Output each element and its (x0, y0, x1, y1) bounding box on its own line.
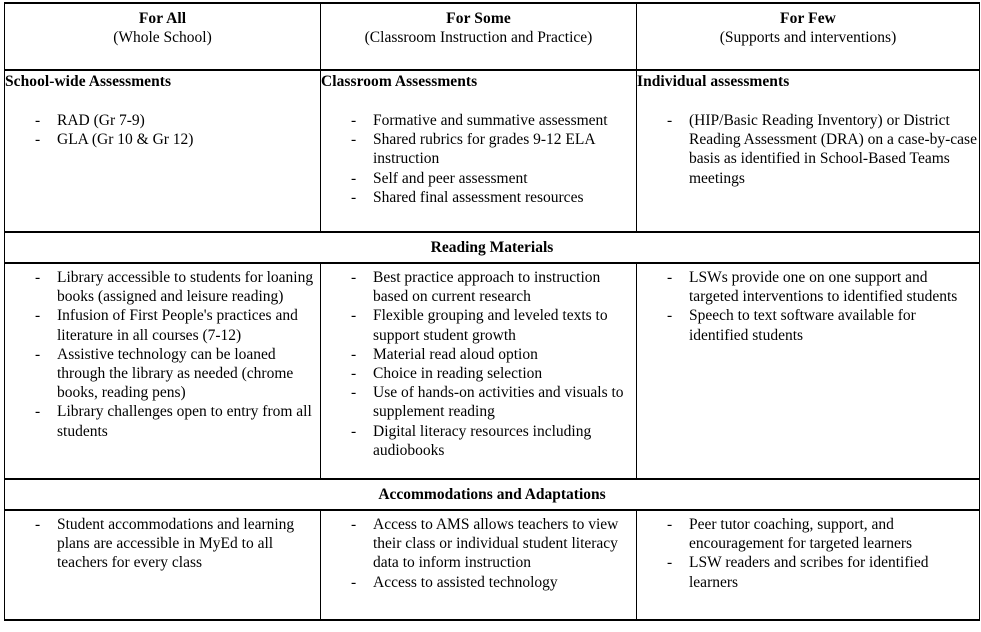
bullet-list (321, 111, 636, 207)
bullet-list (5, 268, 320, 441)
banner-label: Reading Materials (430, 238, 554, 256)
cell-heading: Individual assessments (637, 73, 790, 90)
cell-accommodations-for-few (637, 510, 980, 620)
list-item: - Infusion of First People's practices and literature in all courses (7-12) (5, 306, 320, 344)
list-item: - Assistive technology can be loaned through the library as needed (chrome books, reading pens) (5, 345, 320, 403)
column-header-title: For All (138, 10, 187, 27)
list-item: - LSW readers and scribes for identified learners (637, 553, 979, 591)
bullet-list (321, 268, 636, 460)
cell-reading-materials-for-few (637, 263, 980, 479)
list-item: - Self and peer assessment (321, 169, 636, 188)
banner-cell (5, 232, 980, 263)
section-banner-reading-materials (5, 232, 980, 263)
column-header-subtitle: (Supports and interventions) (719, 29, 897, 46)
cell-reading-materials-for-all (5, 263, 321, 479)
bullet-list (637, 268, 979, 345)
bullet-list (637, 515, 979, 592)
column-header-title: For Few (780, 10, 836, 27)
section-banner-accommodations (5, 479, 980, 510)
list-item: - Flexible grouping and leveled texts to support student growth (321, 306, 636, 344)
list-item: - Peer tutor coaching, support, and encouragement for targeted learners (637, 515, 979, 553)
cell-assessments-for-all (5, 70, 321, 232)
list-item: - Use of hands-on activities and visuals to supplement reading (321, 383, 636, 421)
list-item: - Digital literacy resources including audiobooks (321, 422, 636, 460)
list-item: - Library accessible to students for loaning books (assigned and leisure reading) (5, 268, 320, 306)
section-row-accommodations (5, 510, 980, 620)
banner-label: Accommodations and Adaptations (378, 485, 606, 503)
list-item: - Speech to text software available for identified students (637, 306, 979, 344)
list-item: - Student accommodations and learning plans are accessible in MyEd to all teachers for every class (5, 515, 320, 573)
list-item: - LSWs provide one on one support and targeted interventions to identified students (637, 268, 979, 306)
list-item: - RAD (Gr 7-9) (5, 111, 320, 130)
cell-heading: School-wide Assessments (5, 73, 172, 90)
list-item: - GLA (Gr 10 & Gr 12) (5, 130, 320, 149)
cell-reading-materials-for-some (321, 263, 637, 479)
list-item: - Library challenges open to entry from all students (5, 402, 320, 440)
bullet-list (637, 111, 979, 188)
section-row-assessments (5, 70, 980, 232)
list-item: - Formative and summative assessment (321, 111, 636, 130)
cell-accommodations-for-some (321, 510, 637, 620)
tiered-supports-table (4, 2, 980, 621)
column-header-subtitle: (Whole School) (113, 29, 212, 46)
column-header-for-all (5, 3, 321, 70)
bullet-list (5, 515, 320, 573)
section-row-reading-materials (5, 263, 980, 479)
cell-heading: Classroom Assessments (321, 73, 478, 90)
list-item: - Access to AMS allows teachers to view their class or individual student literacy data to inform instruction (321, 515, 636, 573)
column-header-subtitle: (Classroom Instruction and Practice) (364, 29, 593, 46)
column-header-title: For Some (446, 10, 511, 27)
bullet-list (321, 515, 636, 592)
list-item: - Material read aloud option (321, 345, 636, 364)
list-item: - Best practice approach to instruction based on current research (321, 268, 636, 306)
list-item: - Access to assisted technology (321, 573, 636, 592)
cell-accommodations-for-all (5, 510, 321, 620)
cell-assessments-for-some (321, 70, 637, 232)
list-item: - (HIP/Basic Reading Inventory) or District Reading Assessment (DRA) on a case-by-case basis as identified in School-Based Teams meetings (637, 111, 979, 188)
banner-cell (5, 479, 980, 510)
table-header-row (5, 3, 980, 70)
bullet-list (5, 111, 320, 149)
list-item: - Shared final assessment resources (321, 188, 636, 207)
column-header-for-few (637, 3, 980, 70)
cell-assessments-for-few (637, 70, 980, 232)
list-item: - Shared rubrics for grades 9-12 ELA instruction (321, 130, 636, 168)
list-item: - Choice in reading selection (321, 364, 636, 383)
column-header-for-some (321, 3, 637, 70)
